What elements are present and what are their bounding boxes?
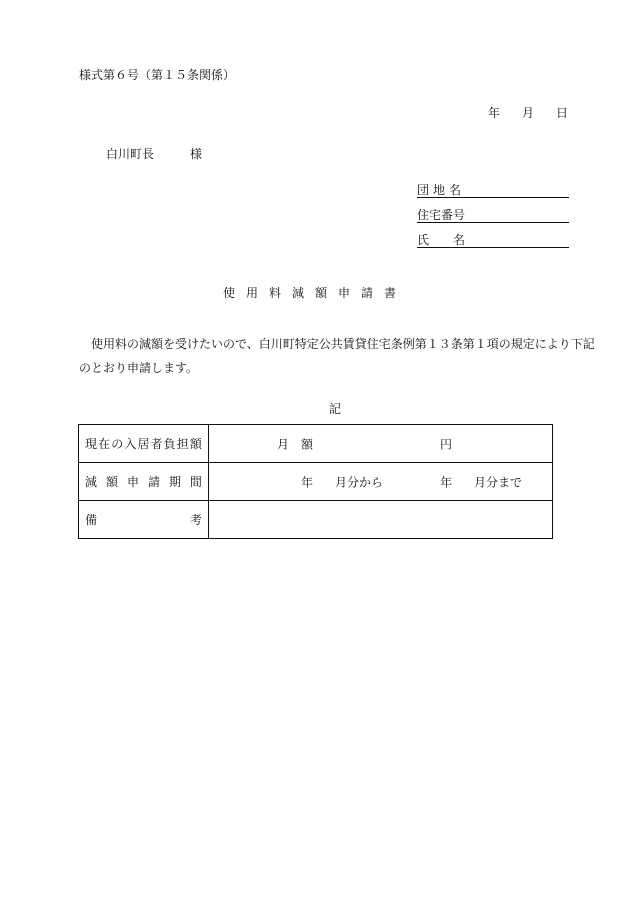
reduction-period-label — [79, 463, 209, 501]
row-label-char: 額 — [105, 475, 118, 489]
applicant-complex-name-field[interactable] — [417, 183, 569, 198]
current-burden-value-cell[interactable] — [209, 425, 553, 463]
complex-name-label: 団地名 — [417, 183, 466, 197]
applicant-name-field[interactable] — [417, 233, 569, 248]
house-number-label: 住宅番号 — [417, 208, 466, 222]
form-number: 様式第６号（第１５条関係） — [79, 68, 236, 82]
row-label-char: の — [111, 437, 124, 451]
addressee-honorific: 様 — [190, 147, 203, 161]
table-row — [79, 501, 553, 539]
row-label-char: 現 — [85, 437, 98, 451]
row-label-text — [85, 435, 202, 452]
yen-label: 円 — [440, 437, 453, 451]
row-label-char: 備 — [85, 513, 98, 527]
period-until-label: 月分まで — [474, 475, 523, 489]
row-label-char: 負 — [163, 437, 176, 451]
ki-heading: 記 — [328, 402, 341, 416]
row-label-char: 減 — [85, 475, 98, 489]
period-from-label: 月分から — [335, 475, 384, 489]
row-label-char: 申 — [126, 475, 139, 489]
remarks-label — [79, 501, 209, 539]
name-label: 氏 名 — [417, 233, 466, 247]
remarks-value-cell[interactable] — [209, 501, 553, 539]
row-label-char: 担 — [176, 437, 189, 451]
row-label-char: 額 — [189, 437, 202, 451]
current-burden-label — [79, 425, 209, 463]
reduction-period-value-cell[interactable] — [209, 463, 553, 501]
row-label-char: 者 — [150, 437, 163, 451]
row-label-text — [85, 511, 202, 528]
date-day-label: 日 — [556, 106, 569, 120]
row-label-char: 間 — [189, 475, 202, 489]
row-label-char: 入 — [124, 437, 137, 451]
row-label-char: 在 — [98, 437, 111, 451]
date-month-label: 月 — [522, 106, 535, 120]
document-title: 使用料減額申請書 — [222, 286, 407, 300]
period-from-year-label: 年 — [301, 475, 314, 489]
monthly-amount-label: 月 額 — [277, 437, 314, 451]
row-label-char: 考 — [189, 513, 202, 527]
detail-table — [78, 424, 553, 539]
body-text: 使用料の減額を受けたいので、白川町特定公共賃貸住宅条例第１３条第１項の規定により下記のとおり申請します。 — [79, 337, 595, 375]
table-row — [79, 463, 553, 501]
table-row — [79, 425, 553, 463]
applicant-house-number-field[interactable] — [417, 208, 569, 223]
date-year-label: 年 — [488, 106, 501, 120]
row-label-char: 請 — [147, 475, 160, 489]
period-until-year-label: 年 — [440, 475, 453, 489]
row-label-text — [85, 473, 202, 490]
addressee-name: 白川町長 — [106, 147, 155, 161]
row-label-char: 期 — [168, 475, 181, 489]
row-label-char: 居 — [137, 437, 150, 451]
addressee — [106, 145, 202, 162]
date-line — [488, 104, 568, 121]
